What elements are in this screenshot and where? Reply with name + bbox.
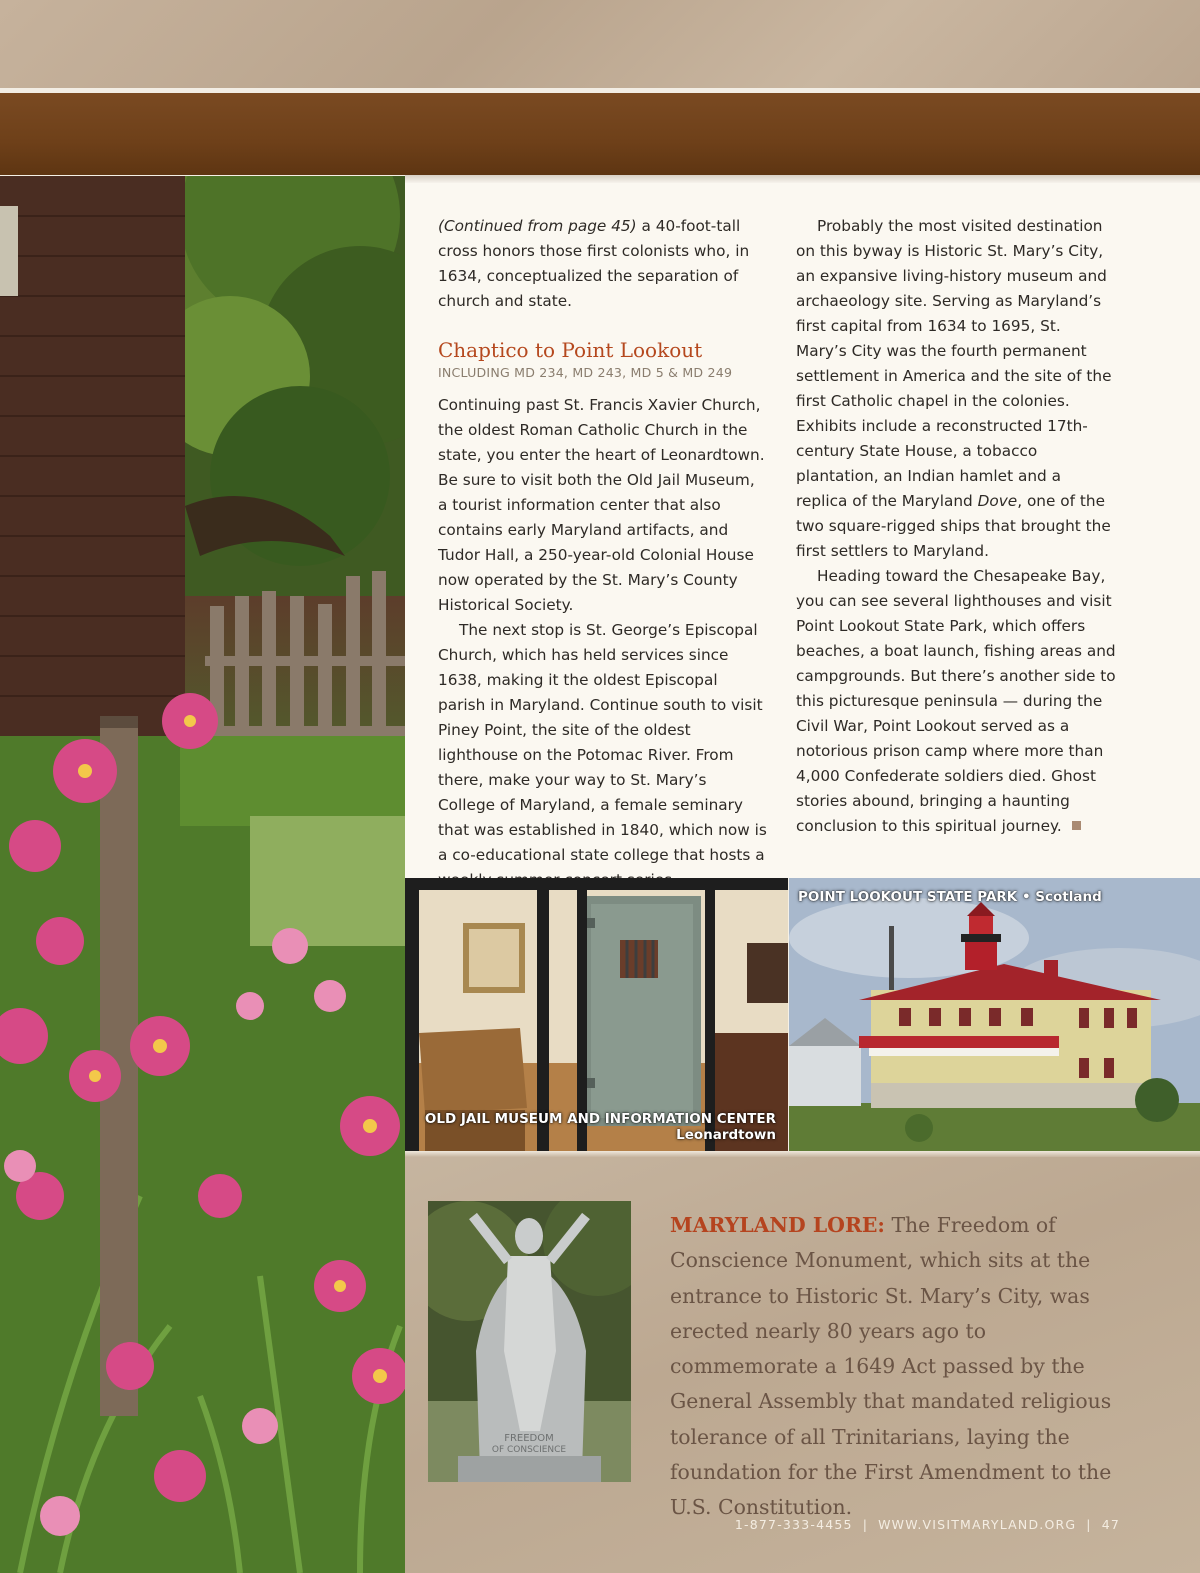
- footer-separator: |: [862, 1517, 869, 1532]
- maryland-lore-body: The Freedom of Conscience Monument, which sits at the entrance to Historic St. Mary’s City, was erected nearly 80 years ago to commemorate a 1649 Act passed by the General Assembly that mandated religious tolerance of all Trinitarians, laying the foundation for the First Amendment to the U.S. Constitution.: [670, 1213, 1112, 1520]
- point-lookout-lighthouse-photo: [789, 878, 1200, 1151]
- footer-website[interactable]: WWW.VISITMARYLAND.ORG: [878, 1517, 1077, 1532]
- statue-inscription-line1: FREEDOM: [504, 1433, 554, 1444]
- footer-separator: |: [1086, 1517, 1092, 1532]
- top-texture-band: [0, 0, 1200, 88]
- section-title: Chaptico to Point Lookout: [438, 338, 703, 362]
- paragraph-st-marys-text-a: Probably the most visited destination on this byway is Historic St. Mary’s City, an expansive living-history museum and archaeology site. Serving as Maryland’s first capital from 1634 to 1695, St. Mary’s City was the fourth permanent settlement in America and the site of the first Catholic chapel in the colonies. Exhibits include a reconstructed 17th-century State House, a tobacco plantation, an Indian hamlet and a replica of the Maryland: [796, 217, 1112, 510]
- paragraph-point-lookout: [796, 564, 1116, 839]
- page-footer: [735, 1516, 1120, 1534]
- paragraph-leonardtown: Continuing past St. Francis Xavier Church, the oldest Roman Catholic Church in the state, you enter the heart of Leonardtown. Be sure to visit both the Old Jail Museum, a tourist information center that also contains early Maryland artifacts, and Tudor Hall, a 250-year-old Colonial House now operated by the St. Mary’s County Historical Society.: [438, 396, 765, 614]
- maryland-lore-label: MARYLAND LORE:: [670, 1213, 885, 1237]
- jail-photo-caption-place: Leonardtown: [676, 1127, 776, 1143]
- section-subtitle: INCLUDING MD 234, MD 243, MD 5 & MD 249: [438, 365, 733, 380]
- article-column-left: [438, 214, 768, 893]
- statue-inscription-line2: OF CONSCIENCE: [491, 1445, 567, 1455]
- freedom-of-conscience-statue-photo: [428, 1201, 631, 1482]
- paragraph-st-georges: The next stop is St. George’s Episcopal Church, which has held services since 1638, making it the oldest Episcopal parish in Maryland. Continue south to visit Piney Point, the site of the oldest lighthouse on the Potomac River. From there, make your way to St. Mary’s College of Maryland, a female seminary that was established in 1840, which now is a co-educational state college that hosts a: [438, 621, 767, 864]
- lighthouse-caption-place: Scotland: [1035, 889, 1102, 905]
- lighthouse-caption-separator: •: [1017, 889, 1036, 905]
- end-of-article-mark: [1072, 821, 1081, 830]
- intro-paragraph: [438, 214, 768, 314]
- paragraph-st-marys-text-b: , one of the two square-rigged ships that brought the first settlers to Maryland.: [796, 492, 1111, 560]
- panel-top-shadow: [405, 175, 1200, 183]
- paragraph-st-marys-city: [796, 214, 1116, 564]
- lighthouse-photo-caption: [798, 889, 1102, 905]
- jail-photo-caption-title: OLD JAIL MUSEUM AND INFORMATION CENTER: [424, 1111, 776, 1127]
- page-number: 47: [1101, 1517, 1120, 1532]
- lighthouse-caption-title: POINT LOOKOUT STATE PARK: [798, 889, 1018, 905]
- ship-name: Dove: [977, 492, 1018, 510]
- article-column-right: [796, 214, 1116, 839]
- footer-phone: 1-877-333-4455: [734, 1517, 853, 1532]
- maryland-lore-text: [670, 1208, 1140, 1526]
- continued-note: (Continued from page 45): [438, 217, 637, 235]
- lore-section-divider: [405, 1151, 1200, 1157]
- paragraph-point-lookout-text: Heading toward the Chesapeake Bay, you can see several lighthouses and visit Point Lookout State Park, which offers beaches, a boat launch, fishing areas and campgrounds. But there’s another side to this picturesque peninsula — during the Civil War, Point Lookout served as a notorious prison camp where more than 4,000 Confederate soldiers died. Ghost stories abound, bringing a haunting conclusion to this spiritual journey.: [796, 567, 1116, 835]
- old-jail-museum-photo: [405, 878, 788, 1151]
- garden-photo: [0, 176, 405, 1573]
- intro-text: a 40-foot-tall cross honors those first colonists who, in 1634, conceptualized the separation of church and state.: [438, 217, 750, 310]
- header-brown-band: [0, 93, 1200, 175]
